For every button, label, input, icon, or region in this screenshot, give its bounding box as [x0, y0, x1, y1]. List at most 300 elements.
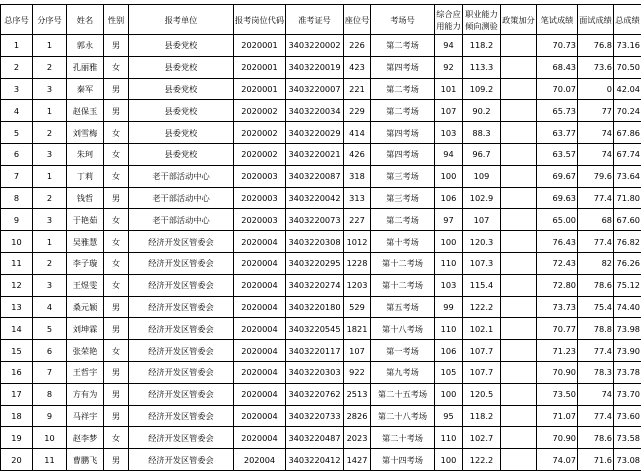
col-aptitude: 122.2 [463, 449, 501, 471]
col-room: 第二考场 [371, 209, 435, 231]
col-total-index: 10 [1, 231, 33, 253]
col-policy-bonus [501, 35, 537, 57]
col-total-index: 1 [1, 35, 33, 57]
col-ticket-no-header: 准考证号 [286, 5, 344, 35]
col-name: 方有为 [67, 383, 104, 405]
col-total-score-header: 总成绩 [614, 5, 641, 35]
col-comprehensive: 100 [435, 383, 463, 405]
col-comprehensive: 103 [435, 274, 463, 296]
col-total-score: 76.82 [614, 231, 641, 253]
col-aptitude: 107 [463, 209, 501, 231]
col-sub-index: 3 [33, 209, 67, 231]
col-gender: 男 [104, 78, 129, 100]
col-unit: 县委党校 [129, 35, 234, 57]
col-policy-bonus [501, 100, 537, 122]
col-unit: 经济开发区管委会 [129, 340, 234, 362]
table-row [1, 209, 641, 231]
col-name: 秦军 [67, 78, 104, 100]
col-total-index: 16 [1, 361, 33, 383]
col-seat-no: 229 [344, 100, 371, 122]
col-name: 郭永 [67, 35, 104, 57]
col-comprehensive: 110 [435, 318, 463, 340]
col-interview-score-header: 面试成绩 [578, 5, 614, 35]
col-sub-index: 2 [33, 122, 67, 144]
col-total-index: 7 [1, 165, 33, 187]
table-row [1, 274, 641, 296]
col-total-index: 17 [1, 383, 33, 405]
col-comprehensive: 110 [435, 427, 463, 449]
col-interview-score: 82 [578, 252, 614, 274]
col-ticket-no: 3403220295 [286, 252, 344, 274]
col-unit: 县委党校 [129, 122, 234, 144]
col-sub-index: 3 [33, 143, 67, 165]
col-room: 第十四考场 [371, 449, 435, 471]
col-total-score: 73.60 [614, 405, 641, 427]
col-comprehensive: 99 [435, 296, 463, 318]
col-unit: 经济开发区管委会 [129, 274, 234, 296]
col-total-score: 70.50 [614, 56, 641, 78]
col-name-header: 姓名 [67, 5, 104, 35]
col-ticket-no: 3403220029 [286, 122, 344, 144]
col-unit: 经济开发区管委会 [129, 318, 234, 340]
col-post-code-header: 报考岗位代码 [234, 5, 286, 35]
col-gender: 男 [104, 187, 129, 209]
col-policy-bonus [501, 361, 537, 383]
header-row [1, 5, 641, 35]
table-row [1, 56, 641, 78]
col-post-code: 2020004 [234, 318, 286, 340]
col-ticket-no: 3403220007 [286, 78, 344, 100]
col-post-code: 2020001 [234, 78, 286, 100]
table-row [1, 340, 641, 362]
col-room: 第二十考场 [371, 427, 435, 449]
table-row [1, 427, 641, 449]
table-header [1, 5, 641, 35]
col-total-score: 67.60 [614, 209, 641, 231]
col-total-index: 14 [1, 318, 33, 340]
col-total-score: 70.24 [614, 100, 641, 122]
col-comprehensive: 101 [435, 78, 463, 100]
table-row [1, 231, 641, 253]
col-policy-bonus [501, 231, 537, 253]
col-interview-score: 76.8 [578, 35, 614, 57]
col-total-score: 73.90 [614, 340, 641, 362]
col-total-score: 67.86 [614, 122, 641, 144]
col-post-code: 2020004 [234, 296, 286, 318]
col-total-score: 73.70 [614, 383, 641, 405]
col-policy-bonus [501, 318, 537, 340]
col-sub-index: 5 [33, 318, 67, 340]
table-row [1, 100, 641, 122]
col-aptitude: 115.4 [463, 274, 501, 296]
col-total-index: 8 [1, 187, 33, 209]
col-total-score: 74.40 [614, 296, 641, 318]
col-name: 李子璇 [67, 252, 104, 274]
col-written-score: 63.77 [537, 122, 578, 144]
col-unit: 县委党校 [129, 78, 234, 100]
col-seat-no: 1203 [344, 274, 371, 296]
col-sub-index: 2 [33, 252, 67, 274]
table-row [1, 187, 641, 209]
col-room: 第九考场 [371, 361, 435, 383]
col-aptitude: 118.2 [463, 405, 501, 427]
col-written-score: 70.07 [537, 78, 578, 100]
col-interview-score: 77.4 [578, 231, 614, 253]
col-post-code: 2020002 [234, 122, 286, 144]
col-post-code: 2020004 [234, 252, 286, 274]
col-gender: 女 [104, 274, 129, 296]
col-comprehensive: 100 [435, 449, 463, 471]
col-sub-index: 1 [33, 100, 67, 122]
col-gender: 女 [104, 143, 129, 165]
col-aptitude: 96.7 [463, 143, 501, 165]
col-name: 赵李梦 [67, 427, 104, 449]
col-seat-no: 414 [344, 122, 371, 144]
col-gender: 女 [104, 56, 129, 78]
col-post-code: 2020001 [234, 56, 286, 78]
col-ticket-no: 3403220019 [286, 56, 344, 78]
col-gender: 男 [104, 449, 129, 471]
col-gender: 男 [104, 361, 129, 383]
col-sub-index-header: 分序号 [33, 5, 67, 35]
col-comprehensive: 100 [435, 231, 463, 253]
col-total-index: 13 [1, 296, 33, 318]
col-comprehensive: 110 [435, 252, 463, 274]
col-interview-score: 78.6 [578, 427, 614, 449]
col-gender: 男 [104, 35, 129, 57]
col-sub-index: 4 [33, 296, 67, 318]
col-total-score: 73.16 [614, 35, 641, 57]
col-room: 第十八考场 [371, 318, 435, 340]
table-row [1, 361, 641, 383]
col-gender: 女 [104, 340, 129, 362]
col-ticket-no: 3403220545 [286, 318, 344, 340]
col-room: 第四考场 [371, 143, 435, 165]
col-unit: 老干部活动中心 [129, 209, 234, 231]
col-ticket-no: 3403220412 [286, 449, 344, 471]
col-unit: 经济开发区管委会 [129, 427, 234, 449]
col-ticket-no: 3403220087 [286, 165, 344, 187]
col-policy-bonus [501, 383, 537, 405]
col-sub-index: 3 [33, 274, 67, 296]
col-interview-score: 73.6 [578, 56, 614, 78]
col-total-index: 12 [1, 274, 33, 296]
col-ticket-no: 3403220487 [286, 427, 344, 449]
col-written-score: 70.73 [537, 35, 578, 57]
col-seat-no: 426 [344, 143, 371, 165]
col-policy-bonus [501, 165, 537, 187]
col-seat-no: 423 [344, 56, 371, 78]
col-aptitude: 113.3 [463, 56, 501, 78]
col-comprehensive: 97 [435, 209, 463, 231]
col-room: 第二考场 [371, 78, 435, 100]
col-aptitude: 102.9 [463, 187, 501, 209]
col-sub-index: 3 [33, 78, 67, 100]
col-gender: 男 [104, 405, 129, 427]
col-interview-score: 71.6 [578, 449, 614, 471]
col-gender: 男 [104, 100, 129, 122]
col-unit: 老干部活动中心 [129, 165, 234, 187]
col-total-index: 11 [1, 252, 33, 274]
col-gender: 女 [104, 165, 129, 187]
col-seat-no: 2513 [344, 383, 371, 405]
col-policy-bonus [501, 122, 537, 144]
col-post-code: 2020002 [234, 100, 286, 122]
col-unit: 经济开发区管委会 [129, 383, 234, 405]
score-table [0, 4, 641, 471]
col-room: 第三考场 [371, 165, 435, 187]
col-interview-score: 77.4 [578, 187, 614, 209]
col-unit: 经济开发区管委会 [129, 449, 234, 471]
table-row [1, 143, 641, 165]
col-ticket-no: 3403220733 [286, 405, 344, 427]
col-sub-index: 1 [33, 231, 67, 253]
col-interview-score: 74 [578, 143, 614, 165]
col-name: 朱珂 [67, 143, 104, 165]
col-seat-no: 227 [344, 209, 371, 231]
col-interview-score: 74 [578, 383, 614, 405]
col-gender-header: 性别 [104, 5, 129, 35]
col-unit: 经济开发区管委会 [129, 296, 234, 318]
col-total-score: 73.64 [614, 165, 641, 187]
col-aptitude: 102.1 [463, 318, 501, 340]
col-name: 吴雅慧 [67, 231, 104, 253]
col-room: 第二十五考场 [371, 383, 435, 405]
col-policy-bonus [501, 427, 537, 449]
col-name: 赵保玉 [67, 100, 104, 122]
col-post-code: 2020001 [234, 35, 286, 57]
col-post-code: 2020004 [234, 340, 286, 362]
col-unit: 县委党校 [129, 56, 234, 78]
col-comprehensive: 107 [435, 100, 463, 122]
col-room: 第二考场 [371, 100, 435, 122]
col-seat-no: 1427 [344, 449, 371, 471]
col-ticket-no: 3403220117 [286, 340, 344, 362]
col-sub-index: 2 [33, 56, 67, 78]
col-written-score: 72.80 [537, 274, 578, 296]
col-aptitude: 107.7 [463, 340, 501, 362]
col-gender: 男 [104, 383, 129, 405]
col-comprehensive: 94 [435, 35, 463, 57]
col-seat-no: 1821 [344, 318, 371, 340]
col-comprehensive: 105 [435, 361, 463, 383]
col-unit-header: 报考单位 [129, 5, 234, 35]
col-total-index: 9 [1, 209, 33, 231]
col-policy-bonus [501, 252, 537, 274]
col-post-code: 2020003 [234, 165, 286, 187]
col-seat-no: 1012 [344, 231, 371, 253]
col-sub-index: 6 [33, 340, 67, 362]
col-seat-no: 313 [344, 187, 371, 209]
col-policy-bonus [501, 143, 537, 165]
col-interview-score: 78.8 [578, 318, 614, 340]
col-aptitude: 107.3 [463, 252, 501, 274]
col-written-score: 70.77 [537, 318, 578, 340]
col-aptitude: 118.2 [463, 35, 501, 57]
col-room: 第十二考场 [371, 274, 435, 296]
col-post-code: 2020004 [234, 383, 286, 405]
table-body [1, 35, 641, 471]
table-row [1, 78, 641, 100]
col-comprehensive-header: 综合应用能力 [435, 5, 463, 35]
table-row [1, 35, 641, 57]
col-total-score: 67.74 [614, 143, 641, 165]
col-room: 第一考场 [371, 340, 435, 362]
col-gender: 女 [104, 209, 129, 231]
col-room: 第五考场 [371, 296, 435, 318]
col-interview-score: 77.4 [578, 340, 614, 362]
col-total-index: 15 [1, 340, 33, 362]
col-policy-bonus [501, 187, 537, 209]
col-written-score: 65.73 [537, 100, 578, 122]
col-seat-no: 922 [344, 361, 371, 383]
col-aptitude: 120.3 [463, 231, 501, 253]
col-written-score: 72.43 [537, 252, 578, 274]
table-row [1, 318, 641, 340]
col-gender: 女 [104, 427, 129, 449]
col-sub-index: 9 [33, 405, 67, 427]
col-name: 桑元颖 [67, 296, 104, 318]
col-sub-index: 10 [33, 427, 67, 449]
col-seat-no: 2023 [344, 427, 371, 449]
col-total-index: 3 [1, 78, 33, 100]
table-row [1, 383, 641, 405]
table-row [1, 122, 641, 144]
col-seat-no: 318 [344, 165, 371, 187]
col-room: 第十二考场 [371, 252, 435, 274]
col-post-code: 2020004 [234, 361, 286, 383]
col-post-code: 202004 [234, 449, 286, 471]
col-name: 王哲宇 [67, 361, 104, 383]
col-ticket-no: 3403220274 [286, 274, 344, 296]
col-total-score: 73.98 [614, 318, 641, 340]
col-unit: 经济开发区管委会 [129, 405, 234, 427]
col-total-index: 18 [1, 405, 33, 427]
col-total-score: 73.58 [614, 427, 641, 449]
col-name: 曹鹏飞 [67, 449, 104, 471]
col-sub-index: 1 [33, 35, 67, 57]
col-ticket-no: 3403220021 [286, 143, 344, 165]
col-written-score: 68.43 [537, 56, 578, 78]
col-total-index: 5 [1, 122, 33, 144]
col-aptitude: 107.7 [463, 361, 501, 383]
col-written-score: 71.23 [537, 340, 578, 362]
col-interview-score: 79.6 [578, 165, 614, 187]
col-aptitude: 90.2 [463, 100, 501, 122]
col-total-index: 4 [1, 100, 33, 122]
col-room: 第四考场 [371, 56, 435, 78]
col-comprehensive: 100 [435, 165, 463, 187]
col-gender: 女 [104, 252, 129, 274]
col-policy-bonus [501, 274, 537, 296]
col-total-score: 73.08 [614, 449, 641, 471]
col-ticket-no: 3403220002 [286, 35, 344, 57]
col-aptitude: 120.5 [463, 383, 501, 405]
col-policy-bonus [501, 296, 537, 318]
col-room: 第二十八考场 [371, 405, 435, 427]
col-sub-index: 1 [33, 165, 67, 187]
col-total-index: 20 [1, 449, 33, 471]
table-row [1, 165, 641, 187]
col-unit: 县委党校 [129, 143, 234, 165]
col-name: 王煜雯 [67, 274, 104, 296]
col-ticket-no: 3403220034 [286, 100, 344, 122]
col-name: 马祥宇 [67, 405, 104, 427]
col-comprehensive: 103 [435, 122, 463, 144]
col-name: 于艳茹 [67, 209, 104, 231]
col-written-score: 65.00 [537, 209, 578, 231]
col-sub-index: 7 [33, 361, 67, 383]
col-total-score: 42.04 [614, 78, 641, 100]
col-post-code: 2020003 [234, 187, 286, 209]
col-written-score: 69.67 [537, 165, 578, 187]
col-policy-bonus [501, 78, 537, 100]
col-seat-no: 107 [344, 340, 371, 362]
col-policy-bonus [501, 340, 537, 362]
col-written-score: 73.50 [537, 383, 578, 405]
col-unit: 经济开发区管委会 [129, 231, 234, 253]
col-total-index-header: 总序号 [1, 5, 33, 35]
col-policy-bonus [501, 209, 537, 231]
col-aptitude-header: 职业能力倾向测验 [463, 5, 501, 35]
col-written-score: 74.07 [537, 449, 578, 471]
col-name: 刘坤霖 [67, 318, 104, 340]
col-ticket-no: 3403220308 [286, 231, 344, 253]
col-written-score-header: 笔试成绩 [537, 5, 578, 35]
col-seat-no: 221 [344, 78, 371, 100]
col-post-code: 2020004 [234, 274, 286, 296]
col-room: 第十考场 [371, 231, 435, 253]
col-interview-score: 77 [578, 100, 614, 122]
col-gender: 女 [104, 231, 129, 253]
col-gender: 男 [104, 296, 129, 318]
col-ticket-no: 3403220180 [286, 296, 344, 318]
col-unit: 县委党校 [129, 100, 234, 122]
col-aptitude: 109.2 [463, 78, 501, 100]
col-seat-no: 1228 [344, 252, 371, 274]
col-aptitude: 109 [463, 165, 501, 187]
col-policy-bonus [501, 405, 537, 427]
col-total-score: 76.26 [614, 252, 641, 274]
col-written-score: 71.07 [537, 405, 578, 427]
table-row [1, 405, 641, 427]
col-comprehensive: 92 [435, 56, 463, 78]
col-written-score: 70.90 [537, 361, 578, 383]
col-sub-index: 11 [33, 449, 67, 471]
col-total-score: 75.12 [614, 274, 641, 296]
col-comprehensive: 94 [435, 143, 463, 165]
col-seat-no: 226 [344, 35, 371, 57]
col-post-code: 2020004 [234, 231, 286, 253]
col-sub-index: 2 [33, 187, 67, 209]
col-name: 张荣艳 [67, 340, 104, 362]
col-policy-bonus-header: 政策加分 [501, 5, 537, 35]
col-aptitude: 122.2 [463, 296, 501, 318]
col-unit: 经济开发区管委会 [129, 252, 234, 274]
col-ticket-no: 3403220073 [286, 209, 344, 231]
col-post-code: 2020004 [234, 427, 286, 449]
col-seat-no: 2826 [344, 405, 371, 427]
col-name: 孔丽雅 [67, 56, 104, 78]
col-written-score: 76.43 [537, 231, 578, 253]
col-room: 第三考场 [371, 187, 435, 209]
col-policy-bonus [501, 56, 537, 78]
col-interview-score: 77.4 [578, 405, 614, 427]
col-ticket-no: 3403220042 [286, 187, 344, 209]
col-comprehensive: 95 [435, 405, 463, 427]
col-room: 第二考场 [371, 35, 435, 57]
col-written-score: 69.63 [537, 187, 578, 209]
